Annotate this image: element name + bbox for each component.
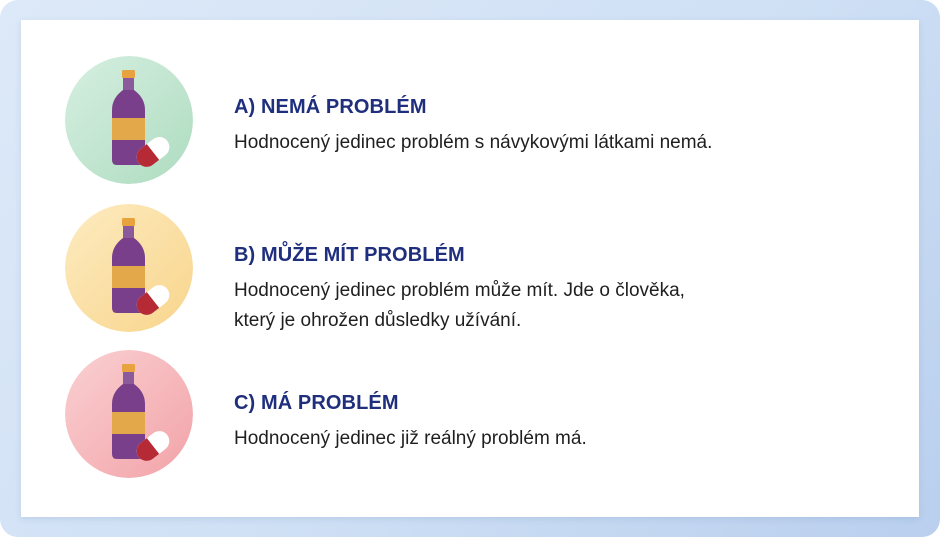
bottle-pill-icon [65,350,193,478]
category-row-b [21,204,919,332]
category-row-c [21,350,919,478]
category-text-a [234,96,874,158]
category-text-b [234,244,874,336]
category-description [234,424,874,454]
category-description [234,276,874,336]
category-title: B) MŮŽE MÍT PROBLÉM [234,244,465,266]
bottle-pill-icon [65,56,193,184]
category-description [234,128,874,158]
category-text-c [234,392,874,454]
bottle-pill-icon [65,204,193,332]
description-line: Hodnocený jedinec problém s návykovými látkami nemá. [234,132,713,153]
category-title: C) MÁ PROBLÉM [234,392,399,414]
content-panel [21,20,919,517]
description-line: Hodnocený jedinec již reálný problém má. [234,428,587,449]
category-row-a [21,56,919,184]
category-title: A) NEMÁ PROBLÉM [234,96,427,118]
description-line: Hodnocený jedinec problém může mít. Jde o člověka, [234,280,685,301]
description-line: který je ohrožen důsledky užívání. [234,310,522,331]
